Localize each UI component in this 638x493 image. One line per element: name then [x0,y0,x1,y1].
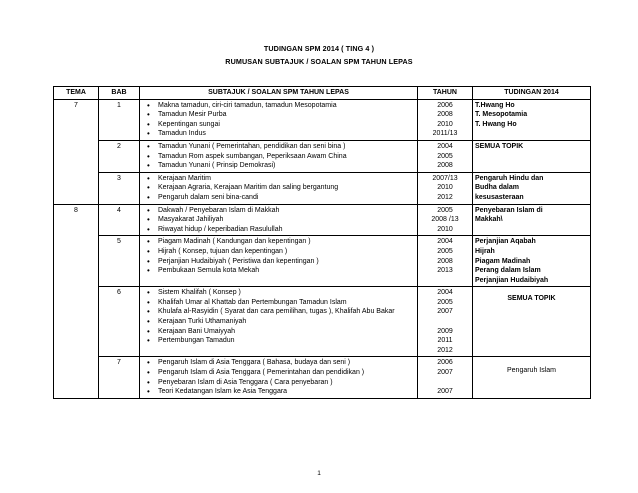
tudingan-cell [473,357,591,398]
document-title: TUDINGAN SPM 2014 ( TING 4 ) [263,44,375,53]
year-value: 2005 [437,152,453,160]
list-item: • Kerajaan Agraria, Kerajaan Maritim dan saling bergantung [158,183,415,193]
year-gap [420,378,470,388]
tudingan-line: Perjanjian Aqabah [475,238,536,246]
bab-cell: 6 [99,287,140,357]
year-value: 2012 [437,346,453,354]
year-value: 2013 [437,267,453,275]
tudingan-line: Budha dalam [475,184,519,192]
tudingan-cell [473,99,591,140]
tudingan-line: T. Hwang Ho [475,120,517,128]
subtajuk-cell [140,287,418,357]
list-item: • Penyebaran Islam di Asia Tenggara ( Cara penyebaran ) [158,378,415,388]
subtajuk-cell [140,140,418,172]
column-header-tudingan: TUDINGAN 2014 [473,87,591,100]
column-header-subtajuk: SUBTAJUK / SOALAN SPM TAHUN LEPAS [140,87,418,100]
year-value: 2004 [437,289,453,297]
tudingan-line: Piagam Madinah [475,257,531,265]
tudingan-cell [473,172,591,204]
list-item: • Pembukaan Semula kota Mekah [158,266,415,276]
table-row [54,287,591,357]
year-value: 2008 [437,111,453,119]
list-item: • Sistem Khalifah ( Konsep ) [158,288,415,298]
year-value: 2007 [437,308,453,316]
list-item: • Pertembungan Tamadun [158,336,415,346]
tahun-cell [418,357,473,398]
table-row [54,172,591,204]
bab-cell: 7 [99,357,140,398]
tudingan-line: Penyebaran Islam di [475,206,543,214]
table-header-row [54,87,591,100]
list-item: • Khalifah Umar al Khattab dan Pertembungan Tamadun Islam [158,298,415,308]
year-value: 2011/13 [432,130,458,138]
list-item: • Piagam Madinah ( Kandungan dan kepentingan ) [158,237,415,247]
tahun-cell [418,140,473,172]
tahun-cell [418,287,473,357]
tudingan-cell [473,204,591,236]
list-item: • Riwayat hidup / keperibadian Rasulullah [158,225,415,235]
list-item: • Hijrah ( Konsep, tujuan dan kepentingan ) [158,247,415,257]
table-row [54,99,591,140]
document-subtitle: RUMUSAN SUBTAJUK / SOALAN SPM TAHUN LEPAS [225,57,413,66]
tudingan-cell [473,236,591,287]
year-value: 2011 [437,337,453,345]
table-row [54,357,591,398]
tudingan-line: Hijrah [475,247,495,255]
year-value: 2008 [437,257,453,265]
tudingan-line: SEMUA TOPIK [507,295,556,303]
year-value: 2005 [437,298,453,306]
tahun-cell [418,99,473,140]
subtajuk-cell [140,204,418,236]
tudingan-line: Pengaruh Islam [506,367,557,375]
subtajuk-cell [140,172,418,204]
tudingan-line: Perang dalam Islam [475,267,541,275]
list-item: • Tamadun Indus [158,129,415,139]
list-item: • Makna tamadun, ciri-ciri tamadun, tamadun Mesopotamia [158,101,415,111]
list-item: • Kerajaan Maritim [158,174,415,184]
bab-cell: 2 [99,140,140,172]
year-value: 2007 [437,388,453,396]
tudingan-line: Perjanjian Hudaibiyah [475,276,549,284]
tahun-cell [418,204,473,236]
bab-cell: 5 [99,236,140,287]
year-value: 2006 [437,359,453,367]
page-number: 1 [317,470,321,477]
subtajuk-cell [140,236,418,287]
tahun-cell [418,236,473,287]
tudingan-cell [473,287,591,357]
column-header-tahun: TAHUN [418,87,473,100]
subtajuk-cell [140,357,418,398]
list-item: • Tamadun Yunani ( Pemerintahan, pendidikan dan seni bina ) [158,142,415,152]
list-item: • Kerajaan Turki Uthamaniyah [158,317,415,327]
year-value: 2008 /13 [431,216,459,224]
subtajuk-cell [140,99,418,140]
list-item: • Perjanjian Hudaibiyah ( Peristiwa dan kepentingan ) [158,257,415,267]
tema-cell: 8 [54,204,99,398]
list-item: • Dakwah / Penyebaran Islam di Makkah [158,206,415,216]
column-header-bab: BAB [99,87,140,100]
table-row [54,140,591,172]
year-value: 2010 [437,184,453,192]
list-item: • Kepentingan sungai [158,120,415,130]
summary-table [53,86,591,399]
year-value: 2006 [437,101,453,109]
list-item: • Pengaruh dalam seni bina-candi [158,193,415,203]
bab-cell: 4 [99,204,140,236]
year-value: 2007 [437,369,453,377]
list-item: • Tamadun Mesir Purba [158,110,415,120]
table-row [54,204,591,236]
bab-cell: 3 [99,172,140,204]
list-item: • Tamadun Rom aspek sumbangan, Peperiksaan Awam China [158,152,415,162]
tema-cell: 7 [54,99,99,204]
table-row [54,236,591,287]
year-value: 2008 [437,162,453,170]
list-item: • Pengaruh Islam di Asia Tenggara ( Bahasa, budaya dan seni ) [158,358,415,368]
year-value: 2010 [437,120,453,128]
year-value: 2005 [437,247,453,255]
year-value: 2007/13 [432,174,458,182]
tudingan-cell [473,140,591,172]
tudingan-line: T.Hwang Ho [475,101,515,109]
tudingan-line: kesusasteraan [475,193,524,201]
year-value: 2010 [437,225,453,233]
list-item: • Teori Kedatangan Islam ke Asia Tenggara [158,387,415,397]
tudingan-line: T. Mesopotamia [475,111,528,119]
list-item: • Tamadun Yunani ( Prinsip Demokrasi) [158,161,415,171]
tahun-cell [418,172,473,204]
tudingan-line: Makkah\ [475,216,503,224]
list-item: • Masyakarat Jahiliyah [158,215,415,225]
list-item: • Kerajaan Bani Umaiyyah [158,327,415,337]
bab-cell: 1 [99,99,140,140]
list-item: • Pengaruh Islam di Asia Tenggara ( Pemerintahan dan pendidikan ) [158,368,415,378]
year-value: 2005 [437,206,453,214]
column-header-tema: TEMA [54,87,99,100]
year-gap [420,317,470,327]
tudingan-line: SEMUA TOPIK [475,142,524,150]
year-value: 2004 [437,142,453,150]
tudingan-line: Pengaruh Hindu dan [475,174,544,182]
year-value: 2009 [437,327,453,335]
list-item: • Khulafa al-Rasyidin ( Syarat dan cara pemilihan, tugas ), Khalifah Abu Bakar [158,307,415,317]
year-value: 2012 [437,193,453,201]
year-value: 2004 [437,238,453,246]
